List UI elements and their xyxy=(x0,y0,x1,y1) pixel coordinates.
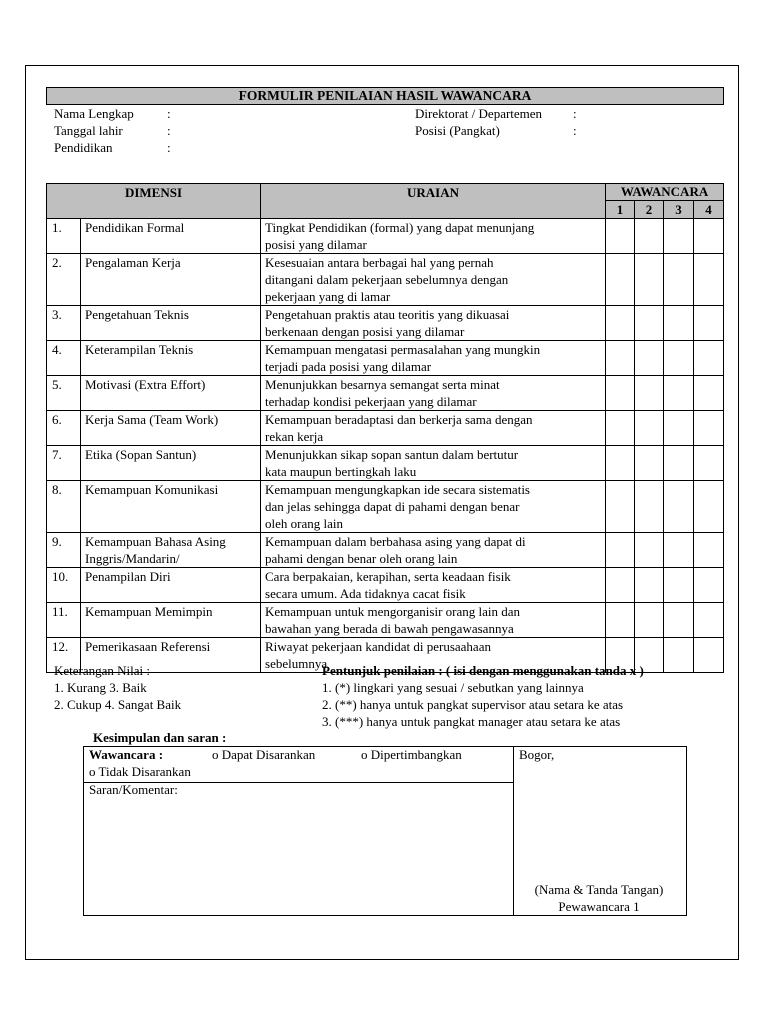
uraian-line: terjadi pada posisi yang dilamar xyxy=(265,359,432,374)
row-uraian xyxy=(261,254,606,306)
row-number: 10. xyxy=(47,568,81,603)
row-number: 3. xyxy=(47,306,81,341)
table-row xyxy=(47,254,724,306)
score-cell-1[interactable] xyxy=(606,568,635,603)
row-uraian xyxy=(261,411,606,446)
score-cell-4[interactable] xyxy=(694,481,724,533)
signature-role: Pewawancara 1 xyxy=(558,899,640,914)
field-posisi-label: Posisi (Pangkat) xyxy=(415,123,500,138)
row-uraian xyxy=(261,341,606,376)
table-row xyxy=(47,306,724,341)
uraian-line: secara umum. Ada tidaknya cacat fisik xyxy=(265,586,466,601)
score-cell-2[interactable] xyxy=(635,533,664,568)
petunjuk-item-3: 3. (***) hanya untuk pangkat manager atau setara ke atas xyxy=(322,714,621,729)
uraian-line: Tingkat Pendidikan (formal) yang dapat menunjang xyxy=(265,220,535,235)
uraian-line: pekerjaan yang di lamar xyxy=(265,289,391,304)
uraian-line: Menunjukkan besarnya semangat serta minat xyxy=(265,377,500,392)
table-row xyxy=(47,219,724,254)
score-cell-3[interactable] xyxy=(664,411,694,446)
score-cell-1[interactable] xyxy=(606,481,635,533)
score-cell-2[interactable] xyxy=(635,306,664,341)
score-cell-4[interactable] xyxy=(694,411,724,446)
row-uraian xyxy=(261,533,606,568)
field-posisi-colon[interactable]: : xyxy=(573,123,577,138)
row-dimensi: Pengalaman Kerja xyxy=(81,254,261,306)
row-uraian xyxy=(261,219,606,254)
score-cell-3[interactable] xyxy=(664,219,694,254)
field-nama-lengkap-label: Nama Lengkap xyxy=(54,106,134,121)
signature-line: (Nama & Tanda Tangan) xyxy=(534,882,664,897)
score-cell-4[interactable] xyxy=(694,603,724,638)
table-row xyxy=(47,376,724,411)
score-cell-4[interactable] xyxy=(694,254,724,306)
row-uraian xyxy=(261,568,606,603)
uraian-line: Kemampuan dalam berbahasa asing yang dapat di xyxy=(265,534,526,549)
table-row xyxy=(47,533,724,568)
uraian-line: berkenaan dengan posisi yang dilamar xyxy=(265,324,465,339)
uraian-line: Kemampuan beradaptasi dan berkerja sama dengan xyxy=(265,412,533,427)
row-dimensi: Keterampilan Teknis xyxy=(81,341,261,376)
field-tanggal-lahir-colon[interactable]: : xyxy=(167,123,171,138)
uraian-line: ditangani dalam pekerjaan sebelumnya dengan xyxy=(265,272,509,287)
uraian-line: Riwayat pekerjaan kandidat di perusaahaan xyxy=(265,639,491,654)
uraian-line: oleh orang lain xyxy=(265,516,343,531)
row-number: 4. xyxy=(47,341,81,376)
uraian-line: bawahan yang berada di bawah pengawasannya xyxy=(265,621,514,636)
score-cell-2[interactable] xyxy=(635,254,664,306)
score-cell-4[interactable] xyxy=(694,533,724,568)
field-tanggal-lahir-label: Tanggal lahir xyxy=(54,123,123,138)
score-cell-4[interactable] xyxy=(694,341,724,376)
uraian-line: Kesesuaian antara berbagai hal yang pernah xyxy=(265,255,494,270)
score-cell-1[interactable] xyxy=(606,411,635,446)
score-cell-1[interactable] xyxy=(606,603,635,638)
row-number: 11. xyxy=(47,603,81,638)
score-cell-3[interactable] xyxy=(664,254,694,306)
field-pendidikan-label: Pendidikan xyxy=(54,140,113,155)
header-wawancara: WAWANCARA xyxy=(606,184,724,201)
petunjuk-item-1: 1. (*) lingkari yang sesuai / sebutkan yang lainnya xyxy=(322,680,584,695)
score-cell-1[interactable] xyxy=(606,341,635,376)
score-cell-1[interactable] xyxy=(606,254,635,306)
keterangan-title: Keterangan Nilai : xyxy=(54,663,151,678)
kesimpulan-title: Kesimpulan dan saran : xyxy=(93,730,227,745)
row-number: 7. xyxy=(47,446,81,481)
uraian-line: dan jelas sehingga dapat di pahami dengan benar xyxy=(265,499,520,514)
uraian-line: Menunjukkan sikap sopan santun dalam bertutur xyxy=(265,447,519,462)
row-uraian xyxy=(261,446,606,481)
row-dimensi: Kemampuan Bahasa Asing Inggris/Mandarin/ xyxy=(81,533,261,568)
field-direktorat-colon[interactable]: : xyxy=(573,106,577,121)
table-row xyxy=(47,341,724,376)
score-cell-2[interactable] xyxy=(635,481,664,533)
score-cell-2[interactable] xyxy=(635,568,664,603)
table-row xyxy=(47,568,724,603)
evaluation-table-body xyxy=(47,219,724,673)
row-dimensi: Kerja Sama (Team Work) xyxy=(81,411,261,446)
uraian-line: Pengetahuan praktis atau teoritis yang dikuasai xyxy=(265,307,510,322)
option-tidak-disarankan[interactable]: o Tidak Disarankan xyxy=(89,764,191,779)
score-header-4: 4 xyxy=(694,201,724,219)
score-cell-3[interactable] xyxy=(664,568,694,603)
uraian-line: terhadap kondisi pekerjaan yang dilamar xyxy=(265,394,477,409)
saran-komentar-label: Saran/Komentar: xyxy=(89,782,178,797)
table-row xyxy=(47,603,724,638)
row-uraian xyxy=(261,376,606,411)
score-cell-3[interactable] xyxy=(664,481,694,533)
score-cell-2[interactable] xyxy=(635,219,664,254)
field-pendidikan-colon[interactable]: : xyxy=(167,140,171,155)
option-dapat-disarankan[interactable]: o Dapat Disarankan xyxy=(212,747,316,762)
field-direktorat-label: Direktorat / Departemen xyxy=(415,106,543,121)
keterangan-line-2: 2. Cukup 4. Sangat Baik xyxy=(54,697,182,712)
uraian-line: rekan kerja xyxy=(265,429,324,444)
uraian-line: sebelumnya xyxy=(265,656,328,671)
row-number: 1. xyxy=(47,219,81,254)
row-number: 5. xyxy=(47,376,81,411)
score-cell-1[interactable] xyxy=(606,219,635,254)
score-cell-4[interactable] xyxy=(694,306,724,341)
table-row xyxy=(47,481,724,533)
row-dimensi: Pengetahuan Teknis xyxy=(81,306,261,341)
keterangan-line-1: 1. Kurang 3. Baik xyxy=(54,680,147,695)
row-dimensi: Kemampuan Memimpin xyxy=(81,603,261,638)
row-number: 8. xyxy=(47,481,81,533)
score-cell-1[interactable] xyxy=(606,446,635,481)
row-number: 6. xyxy=(47,411,81,446)
score-cell-3[interactable] xyxy=(664,533,694,568)
uraian-line: kata maupun bertingkah laku xyxy=(265,464,417,479)
row-dimensi: Penampilan Diri xyxy=(81,568,261,603)
score-cell-4[interactable] xyxy=(694,219,724,254)
row-uraian xyxy=(261,603,606,638)
score-cell-4[interactable] xyxy=(694,568,724,603)
score-cell-2[interactable] xyxy=(635,341,664,376)
score-cell-2[interactable] xyxy=(635,376,664,411)
option-dipertimbangkan[interactable]: o Dipertimbangkan xyxy=(361,747,462,762)
city-label: Bogor, xyxy=(519,747,555,762)
score-header-3: 3 xyxy=(664,201,694,219)
row-dimensi: Pendidikan Formal xyxy=(81,219,261,254)
score-cell-4[interactable] xyxy=(694,638,724,673)
row-dimensi: Motivasi (Extra Effort) xyxy=(81,376,261,411)
score-cell-3[interactable] xyxy=(664,638,694,673)
score-cell-1[interactable] xyxy=(606,376,635,411)
table-row xyxy=(47,411,724,446)
score-cell-2[interactable] xyxy=(635,446,664,481)
score-cell-3[interactable] xyxy=(664,376,694,411)
score-cell-3[interactable] xyxy=(664,341,694,376)
uraian-line: Cara berpakaian, kerapihan, serta keadaan fisik xyxy=(265,569,511,584)
row-dimensi: Etika (Sopan Santun) xyxy=(81,446,261,481)
uraian-line: Kemampuan untuk mengorganisir orang lain dan xyxy=(265,604,521,619)
wawancara-label: Wawancara : xyxy=(89,747,164,762)
row-dimensi: Kemampuan Komunikasi xyxy=(81,481,261,533)
score-cell-3[interactable] xyxy=(664,306,694,341)
score-cell-4[interactable] xyxy=(694,446,724,481)
score-header-2: 2 xyxy=(635,201,664,219)
score-cell-3[interactable] xyxy=(664,446,694,481)
score-header-1: 1 xyxy=(606,201,635,219)
uraian-line: Kemampuan mengatasi permasalahan yang mungkin xyxy=(265,342,541,357)
petunjuk-item-2: 2. (**) hanya untuk pangkat supervisor atau setara ke atas xyxy=(322,697,624,712)
score-cell-1[interactable] xyxy=(606,533,635,568)
table-row xyxy=(47,446,724,481)
row-number: 9. xyxy=(47,533,81,568)
score-cell-2[interactable] xyxy=(635,603,664,638)
evaluation-table xyxy=(46,183,724,673)
row-number: 2. xyxy=(47,254,81,306)
uraian-line: pahami dengan benar oleh orang lain xyxy=(265,551,458,566)
petunjuk-title: Pentunjuk penilaian : ( isi dengan menggunakan tanda x ) xyxy=(322,663,644,678)
field-nama-lengkap-colon[interactable]: : xyxy=(167,106,171,121)
score-cell-1[interactable] xyxy=(606,306,635,341)
header-dimensi: DIMENSI xyxy=(47,184,261,219)
header-uraian: URAIAN xyxy=(261,184,606,219)
row-uraian xyxy=(261,306,606,341)
form-title: FORMULIR PENILAIAN HASIL WAWANCARA xyxy=(46,87,724,105)
score-cell-4[interactable] xyxy=(694,376,724,411)
uraian-line: posisi yang dilamar xyxy=(265,237,367,252)
score-cell-3[interactable] xyxy=(664,603,694,638)
row-dimensi: Pemerikasaan Referensi xyxy=(81,638,261,673)
row-uraian xyxy=(261,481,606,533)
row-number: 12. xyxy=(47,638,81,673)
score-cell-2[interactable] xyxy=(635,411,664,446)
uraian-line: Kemampuan mengungkapkan ide secara sistematis xyxy=(265,482,530,497)
